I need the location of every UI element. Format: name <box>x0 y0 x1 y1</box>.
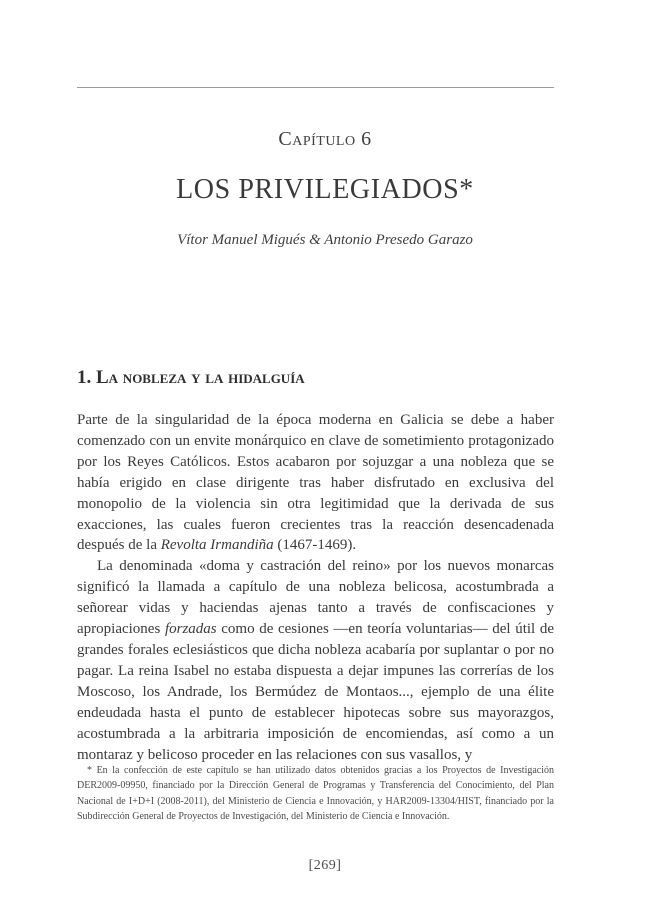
chapter-authors: Vítor Manuel Migués & Antonio Presedo Garazo <box>177 232 473 248</box>
paragraph-1-italic-term: Revolta Irmandiña <box>160 537 274 554</box>
paragraph-1-text-a: Parte de la singularidad de la época moderna en Galicia se debe a haber comenzado con un envite monárquico en clave de sometimiento protagonizado por los Reyes Católicos. Estos acabaron por sojuzgar a una nobleza que se había erigido en clase dirigente tras haber disfrutado en exclusiva del monopolio de la violencia sin otra legitimidad que la derivada de sus exacciones, las cuales fueron crecientes tras la reacción desencadenada después de la <box>77 412 554 554</box>
body-text <box>77 410 554 765</box>
paragraph-1 <box>77 410 554 556</box>
footnote <box>77 763 554 825</box>
footnote-text: * En la confección de este capítulo se han utilizado datos obtenidos gracias a los Proyectos de Investigación DER2009-09950, financiado por la Dirección General de Programas y Transferencia del Conocimiento, del Plan Nacional de I+D+I (2008-2011), del Ministerio de Ciencia e Innovación, y HAR2009-13304/HIST, financiado por la Subdirección General de Proyectos de Investigación, del Ministerio de Ciencia e Innovación. <box>77 765 554 823</box>
chapter-label: Capítulo 6 <box>278 128 372 150</box>
page-number: [269] <box>308 858 342 873</box>
paragraph-2-italic-term: forzadas <box>164 621 217 638</box>
paragraph-2-text-a: La denominada «doma y castración del reino» por los nuevos monarcas significó la llamada a capítulo de una nobleza belicosa, acostumbrada a señorear vidas y haciendas ajenas tanto a través de confiscaciones y apropiaciones <box>77 558 554 638</box>
paragraph-2-text-b: como de cesiones —en teoría voluntarias— del útil de grandes forales eclesiásticos que dicha nobleza acabaría por suplantar o por no pagar. La reina Isabel no estaba dispuesta a dejar impunes las correrías de los Moscoso, los Andrade, los Bermúdez de Montaos..., ejemplo de una élite endeudada hasta el punto de establecer hipotecas sobre sus mayorazgos, acostumbrada a la arbitraria imposición de encomiendas, así como a un montaraz y belicoso proceder en las relaciones con sus vasallos, y <box>77 621 554 763</box>
section-heading: 1. La nobleza y la hidalguía <box>77 367 305 388</box>
paragraph-1-text-b: (1467-1469). <box>273 537 357 554</box>
header-rule <box>77 87 554 88</box>
paragraph-2 <box>77 556 554 765</box>
chapter-title: LOS PRIVILEGIADOS* <box>176 174 474 205</box>
